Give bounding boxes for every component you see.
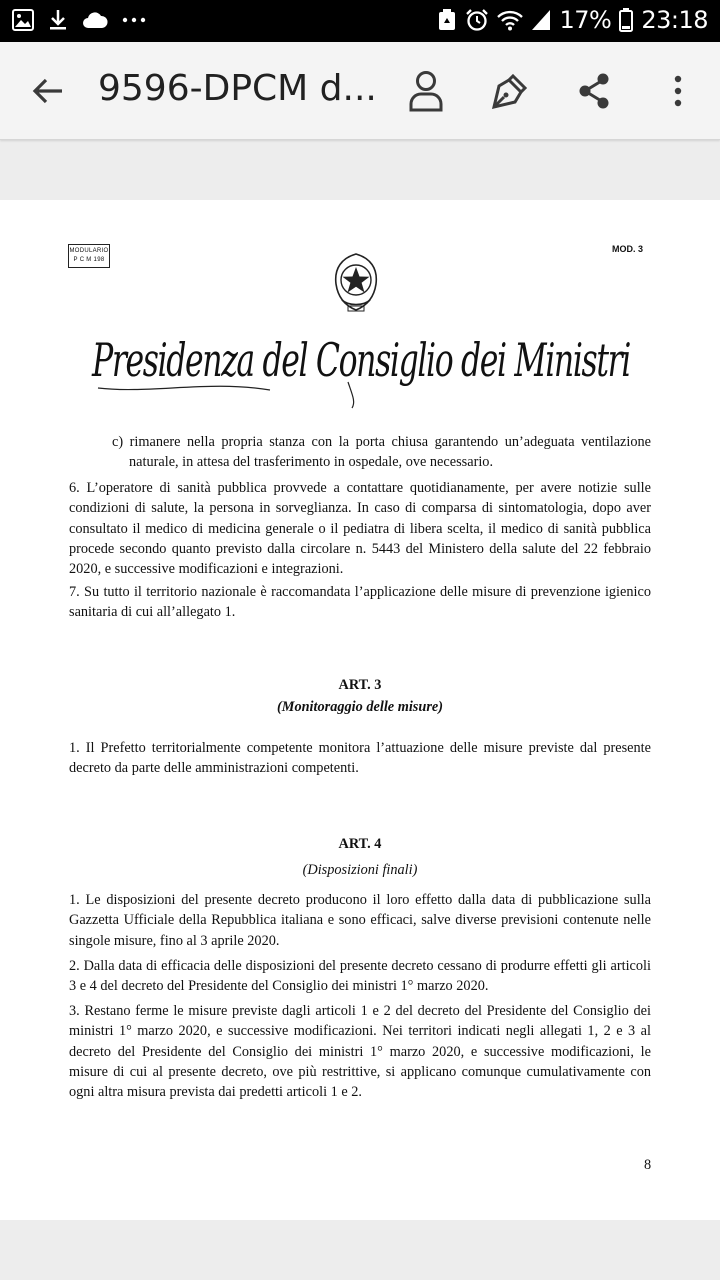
share-button[interactable] [567,64,621,118]
paragraph-6: 6. L’operatore di sanità pubblica provvede a contattare quotidianamente, per avere notizie sulle condizioni di salute, la persona in sorveglianza. In caso di comparsa di sintomatologia, dopo aver consultato il medico di medicina generale o il pediatra di libera scelta, il medico di sanità pubblica procede secondo quanto previsto dalla circolare n. 5443 del Ministero della salute del 22 febbraio 2020, e successive modificazioni e integrazioni. [69,480,651,578]
letterhead-text: Presidenza del Consiglio dei Ministri [91,333,631,387]
italian-emblem-icon [326,250,386,314]
edit-pen-icon [491,72,529,110]
wifi-icon [497,9,523,31]
document-page[interactable] [0,200,720,1220]
edit-button[interactable] [483,64,537,118]
art3-title: ART. 3 [338,677,382,693]
more-notifications-icon [122,15,146,25]
mod-label: MOD. 3 [612,244,644,254]
more-vert-icon [673,75,683,107]
art3-paragraph-1: 1. Il Prefetto territorialmente competente monitora l’attuazione delle misure previste dal presente decreto da parte delle amministrazioni competenti. [69,740,651,777]
share-icon [576,72,612,110]
status-bar-left [12,8,146,32]
letterhead-logo [90,318,635,410]
status-bar [0,0,720,42]
modulario-stamp [68,244,110,268]
clock: 23:18 [641,6,708,34]
battery-icon [619,8,633,32]
alarm-icon [465,8,489,32]
battery-percent: 17% [559,6,612,34]
back-button[interactable] [22,66,74,116]
cloud-icon [82,11,108,29]
user-icon [408,70,444,112]
signal-icon [531,9,551,31]
art4-subtitle: (Disposizioni finali) [302,862,418,878]
more-options-button[interactable] [651,64,705,118]
back-arrow-icon [32,77,64,105]
status-bar-right [437,6,708,34]
art4-paragraph-1: 1. Le disposizioni del presente decreto producono il loro effetto dalla data di pubblicazione sulla Gazzetta Ufficiale della Repubblica italiana e sono efficaci, salve diverse previsioni contenute nelle singole misure, fino al 3 aprile 2020. [69,892,651,949]
art3-subtitle: (Monitoraggio delle misure) [276,699,443,715]
stamp-line: MODULARIO [69,248,109,254]
recycle-icon [437,8,457,32]
paragraph-7: 7. Su tutto il territorio nazionale è raccomandata l’applicazione delle misure di prevenzione igienico sanitaria di cui all’allegato 1. [69,584,651,621]
download-icon [48,8,68,32]
document-title: 9596-DPCM d... [98,68,377,109]
stamp-line: P C M 198 [73,257,105,263]
gallery-icon [12,9,34,31]
account-button[interactable] [399,64,453,118]
art4-paragraph-2: 2. Dalla data di efficacia delle disposizioni del presente decreto cessano di produrre effetti gli articoli 3 e 4 del decreto del Presidente del Consiglio dei ministri 1° marzo 2020. [69,958,651,995]
page-number: 8 [644,1157,652,1173]
art4-paragraph-3: 3. Restano ferme le misure previste dagli articoli 1 e 2 del decreto del Presidente del Consiglio dei ministri 1° marzo 2020, e successive modificazioni. Nei territori indicati negli allegati 1, 2 e 3 al decreto del Presidente del Consiglio dei ministri 1° marzo 2020, e successive modificazioni, le misure di cui al presente decreto, ove più restrittive, si applicano comunque cumulativamente con ogni altra misura prevista dai predetti articoli 1 e 2. [69,1003,651,1101]
art4-title: ART. 4 [338,836,382,852]
paragraph-c: c) rimanere nella propria stanza con la porta chiusa garantendo un’adeguata ventilazione naturale, in attesa del trasferimento in ospedale, ove necessario. [112,434,651,471]
app-bar [0,42,720,140]
